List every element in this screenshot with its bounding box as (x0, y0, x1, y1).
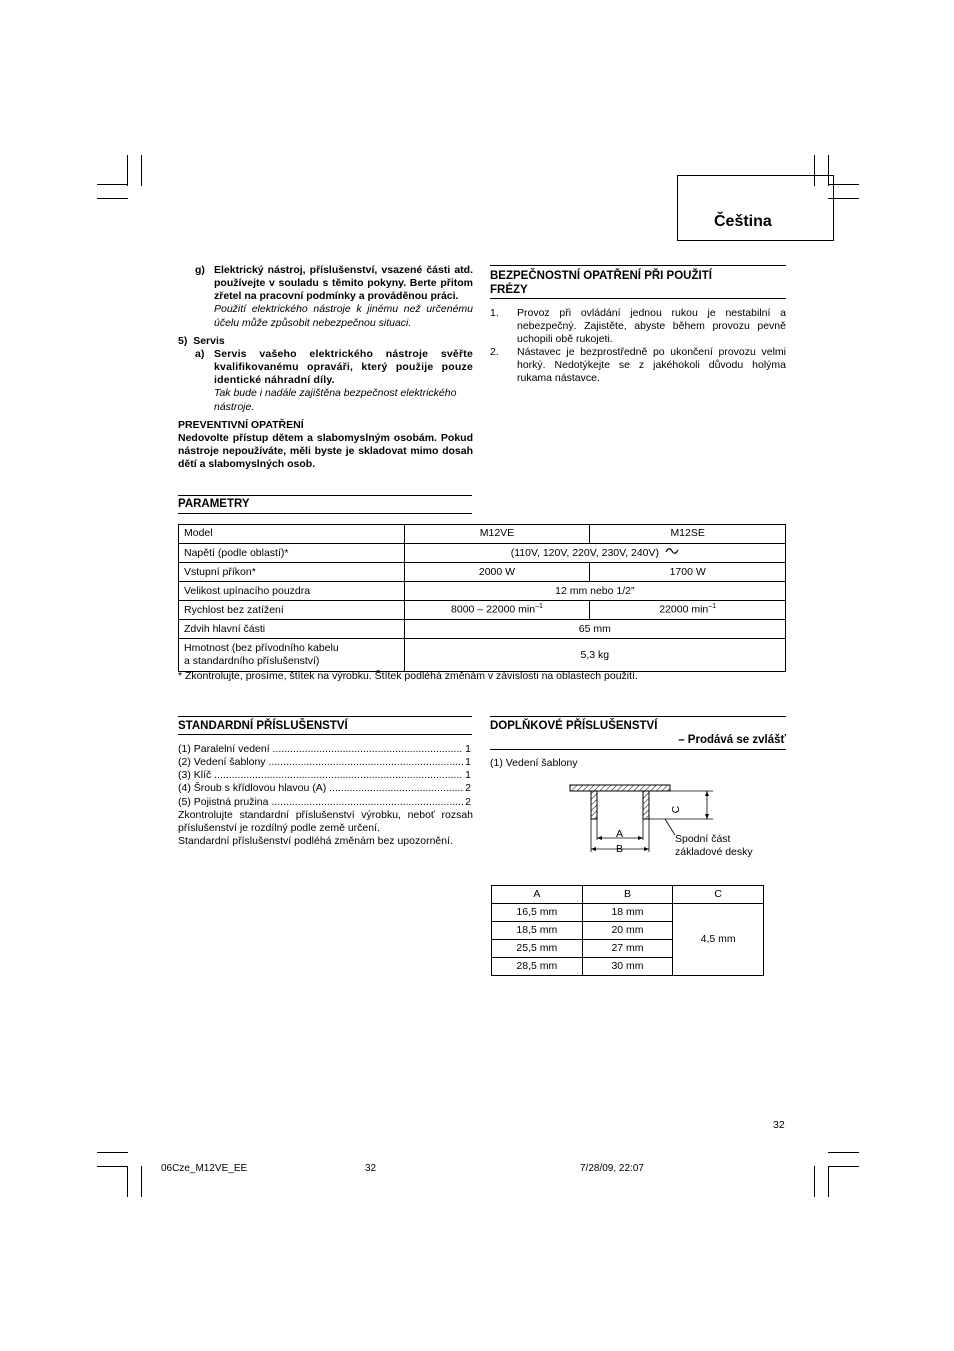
spec-label: Zdvih hlavní části (179, 620, 405, 639)
list-item-text: (3) Klíč ..... (178, 769, 463, 782)
spec-label: Napětí (podle oblastí)* (179, 544, 405, 563)
footer-file: 06Cze_M12VE_EE (161, 1163, 248, 1174)
optional-title: DOPLŇKOVÉ PŘÍSLUŠENSTVÍ (490, 720, 658, 732)
item-5-label: 5) (178, 335, 188, 347)
table-row (179, 639, 786, 672)
table-cell: 28,5 mm (492, 958, 583, 976)
footer-page: 32 (365, 1163, 377, 1174)
list-item-text: (4) Šroub s křídlovou hlavou (A) ..... (178, 782, 463, 795)
safety-list (490, 307, 786, 386)
spec-label (179, 639, 405, 672)
spec-label-line: a standardního příslušenství) (184, 655, 320, 668)
spec-value: 65 mm (404, 620, 785, 639)
spec-value (404, 601, 590, 620)
safety-item-num: 2. (490, 346, 499, 358)
footer-date: 7/28/09, 22:07 (580, 1163, 644, 1174)
spec-value: 12 mm nebo 1/2” (404, 582, 785, 601)
table-header: C (673, 886, 764, 904)
diagram-label-b: B (616, 843, 624, 855)
spec-label: Vstupní příkon* (179, 563, 405, 582)
table-row (179, 544, 786, 563)
list-item (178, 782, 471, 795)
speed-unit-exp: –1 (708, 603, 717, 611)
optional-item: (1) Vedení šablony (490, 757, 578, 769)
list-item-text: (1) Paralelní vedení ..... (178, 743, 463, 756)
list-item-qty: 2 (465, 795, 471, 808)
preventive-text: Nedovolte přístup dětem a slabomyslným osobám. Pokud nástroje nepoužíváte, měli byste je skladovat mimo dosah dětí a slabomyslných osob. (178, 432, 473, 471)
standard-list (178, 743, 473, 848)
item-5a-label: a) (195, 348, 205, 360)
spec-label: Model (179, 525, 405, 544)
table-header: A (492, 886, 583, 904)
item-5-title: Servis (193, 335, 225, 347)
standard-note: Standardní příslušenství podléhá změnám bez upozornění. (178, 834, 453, 847)
spec-value: 5,3 kg (404, 639, 785, 672)
parametry-title: PARAMETRY (178, 498, 250, 510)
diagram-caption-line: Spodní část (675, 833, 731, 845)
table-cell: 16,5 mm (492, 904, 583, 922)
preventive-title: PREVENTIVNÍ OPATŘENÍ (178, 419, 304, 431)
table-cell: 27 mm (582, 940, 673, 958)
safety-item-text: Nástavec je bezprostředně po ukončení provozu velmi horký. Nedotýkejte se z jakéhokoli důvodu holýma rukama nástavce. (517, 346, 786, 385)
language-tab (677, 175, 834, 241)
spec-label: Velikost upínacího pouzdra (179, 582, 405, 601)
item-5a-note: Tak bude i nadále zajištěna bezpečnost elektrického nástroje. (214, 387, 457, 413)
list-item (178, 796, 471, 809)
item-g-text: Elektrický nástroj, příslušenství, vsazené části atd. používejte v souladu s těmito pokyny. Berte přitom zřetel na pracovní podmínky a prováděnou práci. (214, 264, 473, 303)
voltage-values: (110V, 120V, 220V, 230V, 240V) (510, 546, 660, 559)
spec-value: 2000 W (404, 563, 590, 582)
safety-item (490, 346, 786, 386)
table-cell: 18 mm (582, 904, 673, 922)
table-row (179, 563, 786, 582)
table-row (179, 620, 786, 639)
list-item-qty: 2 (465, 782, 471, 795)
diagram-caption-line: základové desky (675, 846, 753, 859)
diagram-label-c: C (670, 805, 683, 814)
item-5a-text: Servis vašeho elektrického nástroje svěřte kvalifikovanému opraváři, který použije pouze identické náhradní díly. (214, 348, 473, 387)
table-cell: 18,5 mm (492, 922, 583, 940)
spec-label-line: Hmotnost (bez přívodního kabelu (184, 642, 339, 654)
spec-value: 1700 W (590, 563, 786, 582)
list-item-qty: 1 (465, 743, 471, 755)
table-cell: 4,5 mm (673, 904, 764, 976)
table-cell: 25,5 mm (492, 940, 583, 958)
language-tab-label: Čeština (714, 213, 772, 230)
standard-title: STANDARDNÍ PŘÍSLUŠENSTVÍ (178, 720, 348, 732)
page-number: 32 (773, 1119, 785, 1131)
item-g-note: Použití elektrického nástroje k jinému než určenému účelu může způsobit nebezpečnou situaci. (214, 303, 473, 329)
list-item-text: (5) Pojistná pružina ..... (178, 796, 463, 809)
speed-unit-exp: –1 (535, 603, 543, 611)
diagram-caption (675, 833, 753, 859)
list-item (178, 743, 471, 756)
table-cell: 20 mm (582, 922, 673, 940)
spec-value (590, 601, 786, 620)
spec-value (404, 544, 785, 563)
diagram-label-a: A (616, 828, 624, 840)
speed-value: 22000 min (659, 603, 709, 616)
list-item-qty: 1 (465, 756, 471, 769)
list-item-qty: 1 (465, 769, 471, 782)
list-item (178, 769, 471, 782)
table-row (179, 525, 786, 544)
safety-item-text: Provoz při ovládání jednou rukou je nestabilní a nebezpečný. Zajistěte, abyste během provozu pevně uchopili obě rukojeti. (517, 307, 786, 346)
table-row (179, 601, 786, 620)
list-item-text: (2) Vedení šablony ..... (178, 756, 463, 769)
spec-value: M12VE (404, 525, 590, 544)
safety-item (490, 307, 786, 346)
optional-subtitle: – Prodává se zvlášť (678, 734, 786, 746)
table-header: B (582, 886, 673, 904)
dimensions-table (491, 885, 764, 976)
spec-table (178, 524, 786, 672)
safety-item-num: 1. (490, 307, 499, 319)
table-cell: 30 mm (582, 958, 673, 976)
list-item (178, 756, 471, 769)
table-row (492, 904, 764, 922)
standard-note: Zkontrolujte standardní příslušenství výrobku, neboť rozsah příslušenství je rozdílný podle země určení. (178, 808, 473, 834)
item-5-heading (178, 335, 225, 348)
table-row (179, 582, 786, 601)
parametry-footnote: * Zkontrolujte, prosíme, štítek na výrobku. Štítek podléhá změnám v závislosti na oblastech použití. (178, 670, 638, 682)
spec-value: M12SE (590, 525, 786, 544)
ac-symbol-icon (665, 546, 679, 560)
item-g-label: g) (195, 264, 205, 276)
spec-label: Rychlost bez zatížení (179, 601, 405, 620)
speed-value: 8000 – 22000 min (451, 603, 536, 616)
safety-title: BEZPEČNOSTNÍ OPATŘENÍ PŘI POUŽITÍ FRÉZY (490, 270, 712, 297)
table-header-row (492, 886, 764, 904)
